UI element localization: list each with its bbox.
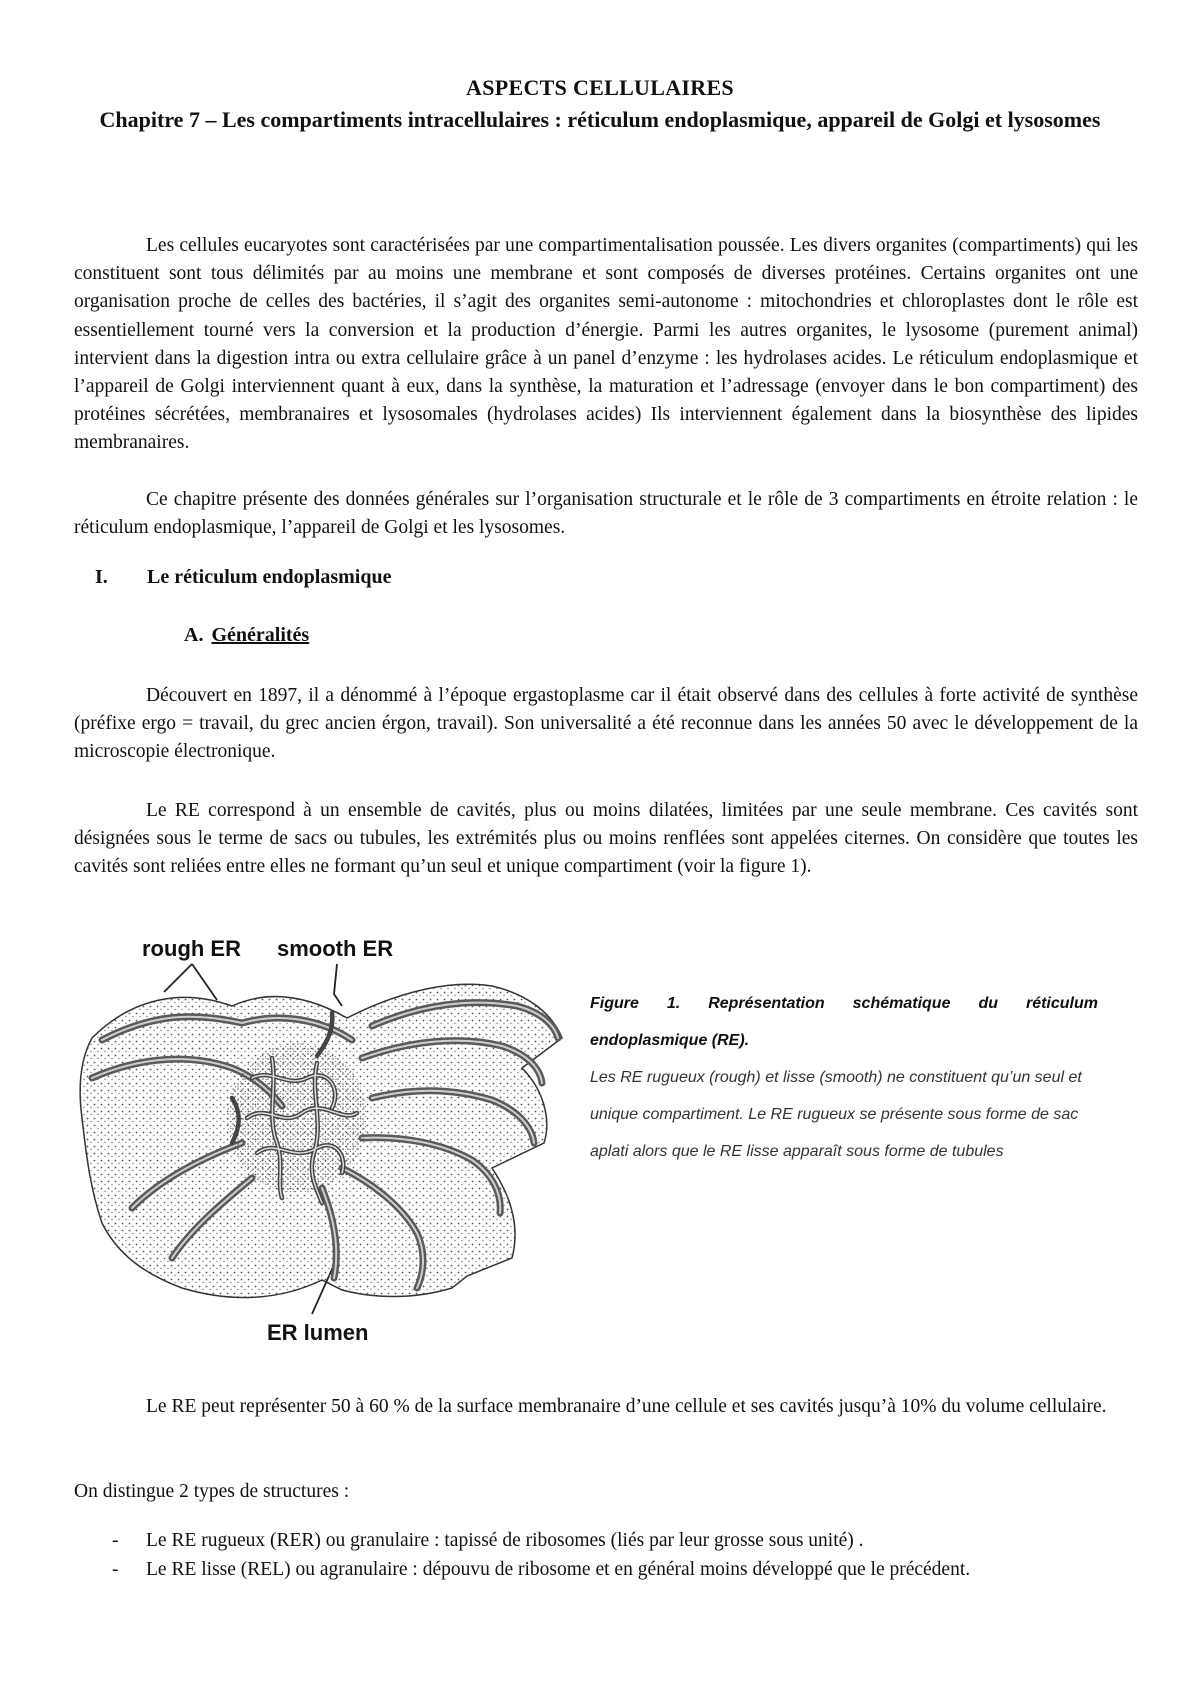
- chapter-title: Chapitre 7 – Les compartiments intracellulaires : réticulum endoplasmique, appareil de Golgi et lysosomes: [99, 107, 1101, 132]
- caption-title: Figure 1. Représentation schématique du réticulum endoplasmique (RE).: [590, 995, 1098, 1049]
- paragraph-discovery: Découvert en 1897, il a dénommé à l’époque ergastoplasme car il était observé dans des cellules à forte activité de synthèse (préfixe ergo = travail, du grec ancien érgon, travail). Son universalité a été reconnue dans les années 50 avec le développement de la microscopie électronique.: [74, 685, 1138, 763]
- er-figure: [72, 928, 572, 1348]
- title-block: [60, 72, 1140, 136]
- list-item-text: Le RE rugueux (RER) ou granulaire : tapissé de ribosomes (liés par leur grosse sous unité) .: [146, 1530, 864, 1551]
- structure-type-list: [74, 1527, 1138, 1584]
- document-title: ASPECTS CELLULAIRES: [466, 75, 734, 100]
- subsection-letter: A.: [184, 624, 204, 646]
- list-item-text: Le RE lisse (REL) ou agranulaire : dépouvu de ribosome et en général moins développé que le précédent.: [146, 1558, 971, 1580]
- er-illustration: [72, 928, 572, 1348]
- list-item: - Le RE lisse (REL) ou agranulaire : dépouvu de ribosome et en général moins développé que le précédent.: [112, 1558, 971, 1580]
- intro-paragraph-2: Ce chapitre présente des données générales sur l’organisation structurale et le rôle de 3 compartiments en étroite relation : le réticulum endoplasmique, l’appareil de Golgi et les lysosomes.: [74, 489, 1138, 539]
- paragraph-surface: Le RE peut représenter 50 à 60 % de la surface membranaire d’une cellule et ses cavités jusqu’à 10% du volume cellulaire.: [146, 1396, 1107, 1417]
- subsection-title: Généralités: [211, 624, 310, 646]
- intro-paragraph-1: Les cellules eucaryotes sont caractérisées par une compartimentalisation poussée. Les divers organites (compartiments) qui les constituent sont tous délimités par au moins une membrane et sont composés de diverses protéines. Certains organites ont une organisation proche de celles des bactéries, il s’agit des organites semi-autonome : mitochondries et chloroplastes dont le rôle est essentiellement tourné vers la conversion et la production d’énergie. Parmi les autres organites, le lysosome (purement animal) intervient dans la digestion intra ou extra cellulaire grâce à un panel d’enzyme : les hydrolases acides. Le réticulum endoplasmique et l’appareil de Golgi interviennent quant à eux, dans la synthèse, la maturation et l’adressage (envoyer dans le bon compartiment) des protéines sécrétées, membranaires et lysosomales (hydrolases acides) Ils interviennent également dans la biosynthèse des lipides membranaires.: [74, 235, 1138, 454]
- rough-er-label: rough ER: [142, 936, 241, 961]
- list-item: - Le RE rugueux (RER) ou granulaire : tapissé de ribosomes (liés par leur grosse sous unité) .: [112, 1530, 864, 1551]
- caption-body: Les RE rugueux (rough) et lisse (smooth) ne constituent qu’un seul et unique compartiment. Le RE rugueux se présente sous forme de sac aplati alors que le RE lisse apparaît sous forme de tubules: [590, 1069, 1082, 1160]
- subsection-heading: [184, 624, 309, 647]
- figure-caption: [590, 985, 1098, 1170]
- smooth-er-label: smooth ER: [277, 936, 394, 961]
- paragraph-structure: Le RE correspond à un ensemble de cavités, plus ou moins dilatées, limitées par une seule membrane. Ces cavités sont désignées sous le terme de sacs ou tubules, les extrémités plus ou moins renflées sont appelées citernes. On considère que toutes les cavités sont reliées entre elles ne formant qu’un seul et unique compartiment (voir la figure 1).: [74, 800, 1138, 878]
- section-number: I.: [95, 566, 108, 588]
- paragraph-types-intro: On distingue 2 types de structures :: [74, 1481, 350, 1502]
- section-heading: [95, 566, 391, 589]
- er-lumen-label: ER lumen: [267, 1320, 369, 1345]
- section-title: Le réticulum endoplasmique: [147, 566, 392, 588]
